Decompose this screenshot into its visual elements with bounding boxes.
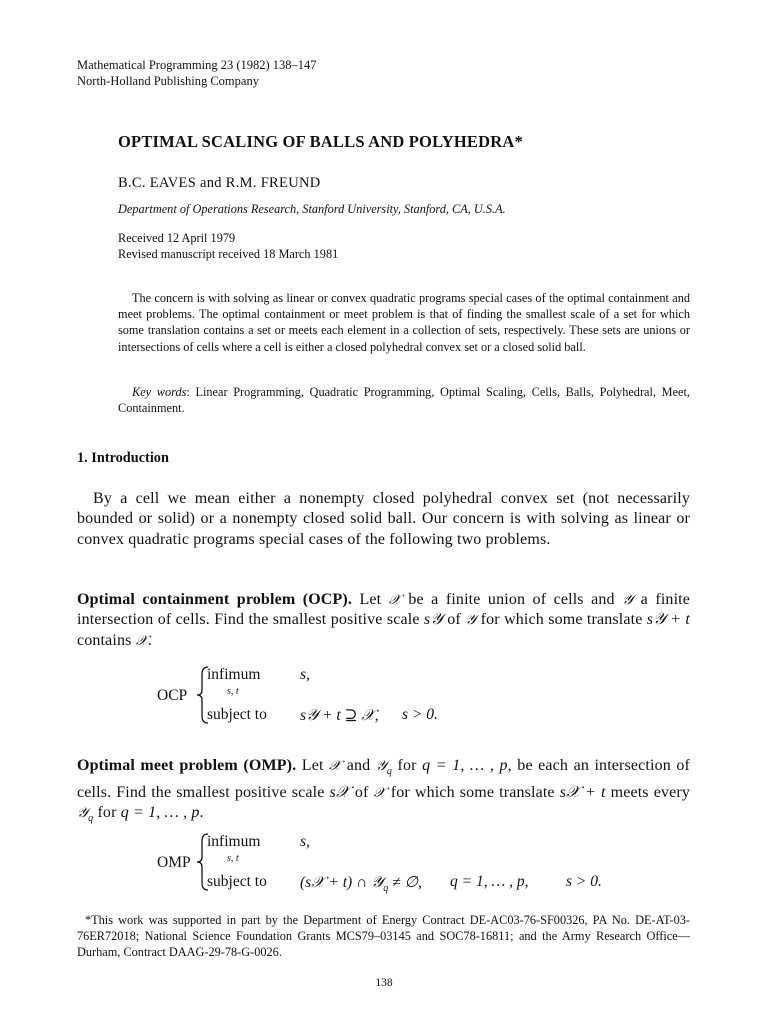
intro-paragraph: By a cell we mean either a nonempty closed polyhedral convex set (not necessarily bounded or solid) or a nonempty closed solid ball. Our concern is with solving as linear or convex quadratic programs special cases of the following two problems. xyxy=(77,490,690,548)
ocp-objective: s, xyxy=(300,666,310,683)
omp-label: OMP xyxy=(157,854,191,871)
symbol-x: 𝒳 xyxy=(373,784,386,801)
text-run: for xyxy=(392,757,423,774)
symbol-x: 𝒳 xyxy=(329,758,342,774)
symbol-syt: s𝒴 + t xyxy=(646,611,690,629)
symbol-sx: s𝒳 xyxy=(329,783,350,801)
keywords-label: Key words xyxy=(132,385,187,399)
text-run: contains xyxy=(77,631,136,649)
symbol-sy: s𝒴 xyxy=(423,611,443,629)
omp-positivity: s > 0. xyxy=(566,873,602,890)
page-number: 138 xyxy=(375,977,393,989)
symbol-y: 𝒴 xyxy=(622,592,634,608)
omp-inf-subscript: s, t xyxy=(227,853,239,864)
ocp-positivity: s > 0. xyxy=(402,706,438,723)
revised-date: Revised manuscript received 18 March 1981 xyxy=(118,247,339,261)
text-run: of xyxy=(349,783,374,801)
text-run: . xyxy=(199,804,204,821)
ocp-label: OCP xyxy=(157,687,188,704)
omp-infimum: infimum xyxy=(207,833,261,850)
q-range: q = 1, … , p xyxy=(120,804,200,821)
footnote: *This work was supported in part by the Department of Energy Contract DE-AC03-76-SF00326, PA No. DE-AT-03-76ER72018; National Science Foundation Grants MCS79–03145 and SOC78-16811; and the Army Research Office—Durham, Contract DAAG-29-78-G-0026. xyxy=(77,913,690,959)
omp-constraint-end: ≠ ∅, xyxy=(388,874,422,891)
text-run: a finite intersection of cells. Find the smallest positive scale xyxy=(77,591,691,629)
text-run: and xyxy=(341,757,376,774)
q-range: q = 1, … , p xyxy=(422,757,508,774)
ocp-constraint: s𝒴 + t ⊇ 𝒳, xyxy=(300,707,379,724)
text-run: for which some translate xyxy=(385,783,560,801)
text-run: . xyxy=(147,631,153,649)
ocp-subject-to: subject to xyxy=(207,706,267,723)
text-run: of xyxy=(442,611,466,629)
publisher: North-Holland Publishing Company xyxy=(77,74,259,88)
keywords-text: : Linear Programming, Quadratic Programming, Optimal Scaling, Cells, Balls, Polyhedral, Meet, Containment. xyxy=(118,385,690,416)
text-run: be a finite union of cells and xyxy=(400,591,623,608)
symbol-y: 𝒴 xyxy=(465,612,477,629)
symbol-y: 𝒴 xyxy=(375,758,387,774)
omp-q-condition: q = 1, … , p, xyxy=(450,873,529,890)
text-run: meets every xyxy=(605,783,690,801)
text-run: Let xyxy=(296,757,330,774)
authors: B.C. EAVES and R.M. FREUND xyxy=(118,175,321,191)
ocp-heading: Optimal containment problem (OCP). xyxy=(77,591,353,608)
symbol-sxt: s𝒳 + t xyxy=(559,783,606,801)
text-run: for which some translate xyxy=(476,611,647,629)
paper-title: OPTIMAL SCALING OF BALLS AND POLYHEDRA* xyxy=(118,132,523,151)
section-heading: 1. Introduction xyxy=(77,450,169,466)
omp-constraint-main: (s𝒳 + t) ∩ 𝒴 xyxy=(300,874,384,891)
symbol-x: 𝒳 xyxy=(135,632,148,649)
subscript-q: q xyxy=(386,766,393,778)
text-run: Let xyxy=(352,591,389,608)
abstract: The concern is with solving as linear or convex quadratic programs special cases of the optimal containment and meet problems. The optimal containment or meet problem is that of finding the smallest scale of a set for which some translation contains a set or meets each element in a collection of sets, respectively. These sets are unions or intersections of cells where a cell is either a closed polyhedral convex set or a closed solid ball. xyxy=(118,291,690,354)
ocp-inf-subscript: s, t xyxy=(227,686,239,697)
subscript-q: q xyxy=(88,813,94,825)
omp-heading: Optimal meet problem (OMP). xyxy=(77,757,297,774)
omp-objective: s, xyxy=(300,833,310,850)
ocp-infimum: infimum xyxy=(207,666,261,683)
received-date: Received 12 April 1979 xyxy=(118,231,236,245)
affiliation: Department of Operations Research, Stanford University, Stanford, CA, U.S.A. xyxy=(118,202,506,216)
omp-subject-to: subject to xyxy=(207,873,267,890)
journal-name: Mathematical Programming 23 (1982) 138–147 xyxy=(77,58,317,72)
omp-constraint-sub: q xyxy=(383,883,389,895)
omp-constraint xyxy=(300,873,422,894)
text-run: for xyxy=(93,804,121,821)
text-run: , be each an intersection of cells. Find the smallest positive scale xyxy=(77,757,691,801)
symbol-x: 𝒳 xyxy=(388,592,401,608)
symbol-y: 𝒴 xyxy=(77,805,89,821)
